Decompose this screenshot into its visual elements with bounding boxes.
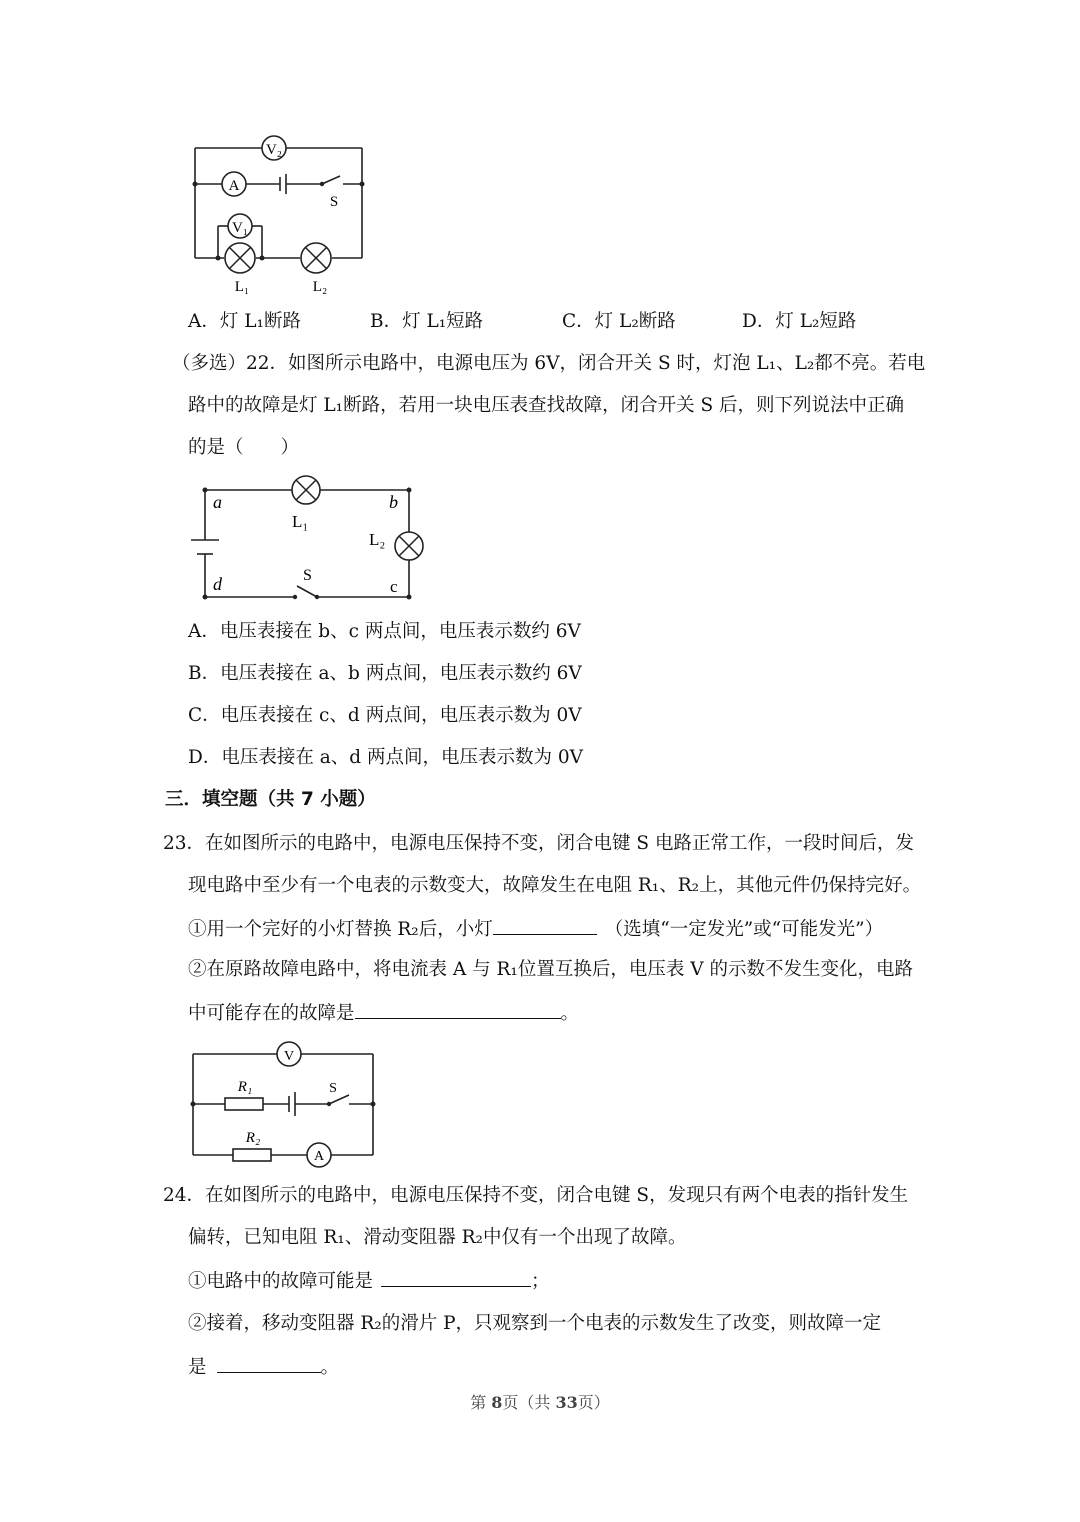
q24-blank-1[interactable] (381, 1268, 531, 1287)
section-heading: 三．填空题（共 7 小题） (165, 789, 376, 810)
q23-line4: ②在原路故障电路中，将电流表 A 与 R₁位置互换后，电压表 V 的示数不发生变化，电路 (188, 959, 913, 980)
q23-line5 (188, 1000, 579, 1026)
q22-option-b[interactable]: B．电压表接在 a、b 两点间，电压表示数约 6V (188, 663, 582, 684)
footer-page-number: 8 (491, 1393, 503, 1412)
q22-stem-line2: 路中的故障是灯 L₁断路，若用一块电压表查找故障，闭合开关 S 后，则下列说法中正确 (188, 395, 905, 416)
ammeter-label: A (313, 1149, 325, 1164)
q23-line3-choice: （选填“一定发光”或“可能发光”） (604, 919, 884, 940)
q24-line5 (188, 1354, 339, 1380)
point-d-label: d (213, 574, 222, 594)
q23-line5-text: 中可能存在的故障是 (188, 1003, 355, 1024)
point-a-label: a (213, 492, 222, 512)
q24-line5-end: 。 (320, 1357, 340, 1378)
q22-stem-line1 (172, 352, 925, 376)
v2-label: V₂ (265, 142, 283, 158)
lamp-l1-label: L₁ (292, 512, 309, 531)
q23-blank-2[interactable] (355, 1000, 561, 1019)
q22-option-c[interactable]: C．电压表接在 c、d 两点间，电压表示数为 0V (188, 705, 582, 726)
q24-line1: 24．在如图所示的电路中，电源电压保持不变，闭合电键 S，发现只有两个电表的指针发生 (163, 1185, 909, 1206)
l2-label: L₂ (312, 279, 328, 295)
switch-label: S (329, 1081, 337, 1096)
v1-label: V₁ (231, 220, 249, 236)
q21-option-a[interactable]: A．灯 L₁断路 (188, 311, 301, 332)
ammeter-label: A (228, 178, 240, 194)
voltmeter-label: V (283, 1049, 295, 1064)
q23-line3-text: ①用一个完好的小灯替换 R₂后，小灯 (188, 919, 493, 940)
q24-line4: ②接着，移动变阻器 R₂的滑片 P，只观察到一个电表的示数发生了改变，则故障一定 (188, 1313, 882, 1334)
q23-line5-end: 。 (560, 1003, 580, 1024)
r1-label: R₁ (237, 1079, 253, 1095)
footer-pre: 第 (470, 1393, 492, 1412)
q24-line3 (188, 1268, 550, 1294)
q23-line3 (188, 916, 883, 942)
q24-line2: 偏转，已知电阻 R₁、滑动变阻器 R₂中仅有一个出现了故障。 (188, 1227, 687, 1248)
point-c-label: c (390, 577, 398, 596)
q23-line2: 现电路中至少有一个电表的示数变大，故障发生在电阻 R₁、R₂上，其他元件仍保持完好。 (188, 875, 922, 896)
l1-label: L₁ (234, 279, 250, 295)
q23-blank-1[interactable] (493, 916, 597, 935)
switch-label: S (303, 567, 312, 584)
page-footer (0, 1390, 1080, 1413)
q22-text-1: 如图所示电路中，电源电压为 6V，闭合开关 S 时，灯泡 L₁、L₂都不亮。若电 (288, 353, 926, 374)
q22-prefix: （多选）22． (172, 353, 289, 374)
q24-blank-2[interactable] (217, 1354, 321, 1373)
q22-option-d[interactable]: D．电压表接在 a、d 两点间，电压表示数为 0V (188, 747, 583, 768)
q23-circuit-diagram (185, 1040, 385, 1170)
q22-stem-line3: 的是（ ） (188, 437, 300, 458)
point-b-label: b (389, 492, 398, 512)
q22-circuit-diagram (185, 472, 425, 607)
q22-option-a[interactable]: A．电压表接在 b、c 两点间，电压表示数约 6V (188, 621, 581, 642)
q21-option-d[interactable]: D．灯 L₂短路 (742, 311, 857, 332)
switch-label: S (329, 194, 339, 210)
r2-label: R₂ (245, 1130, 261, 1146)
lamp-l2-label: L₂ (369, 530, 386, 549)
q24-line5-text: 是 (188, 1357, 207, 1378)
q23-line1: 23．在如图所示的电路中，电源电压保持不变，闭合电键 S 电路正常工作，一段时间后，发 (163, 833, 914, 854)
q21-option-b[interactable]: B．灯 L₁短路 (370, 311, 484, 332)
footer-mid: 页（共 (502, 1393, 556, 1412)
q24-line3-end: ； (531, 1271, 550, 1292)
q21-option-c[interactable]: C．灯 L₂断路 (562, 311, 676, 332)
q24-line3-text: ①电路中的故障可能是 (188, 1271, 374, 1292)
q21-circuit-diagram (180, 130, 380, 300)
footer-post: 页） (577, 1393, 610, 1412)
footer-total-pages: 33 (555, 1393, 578, 1412)
